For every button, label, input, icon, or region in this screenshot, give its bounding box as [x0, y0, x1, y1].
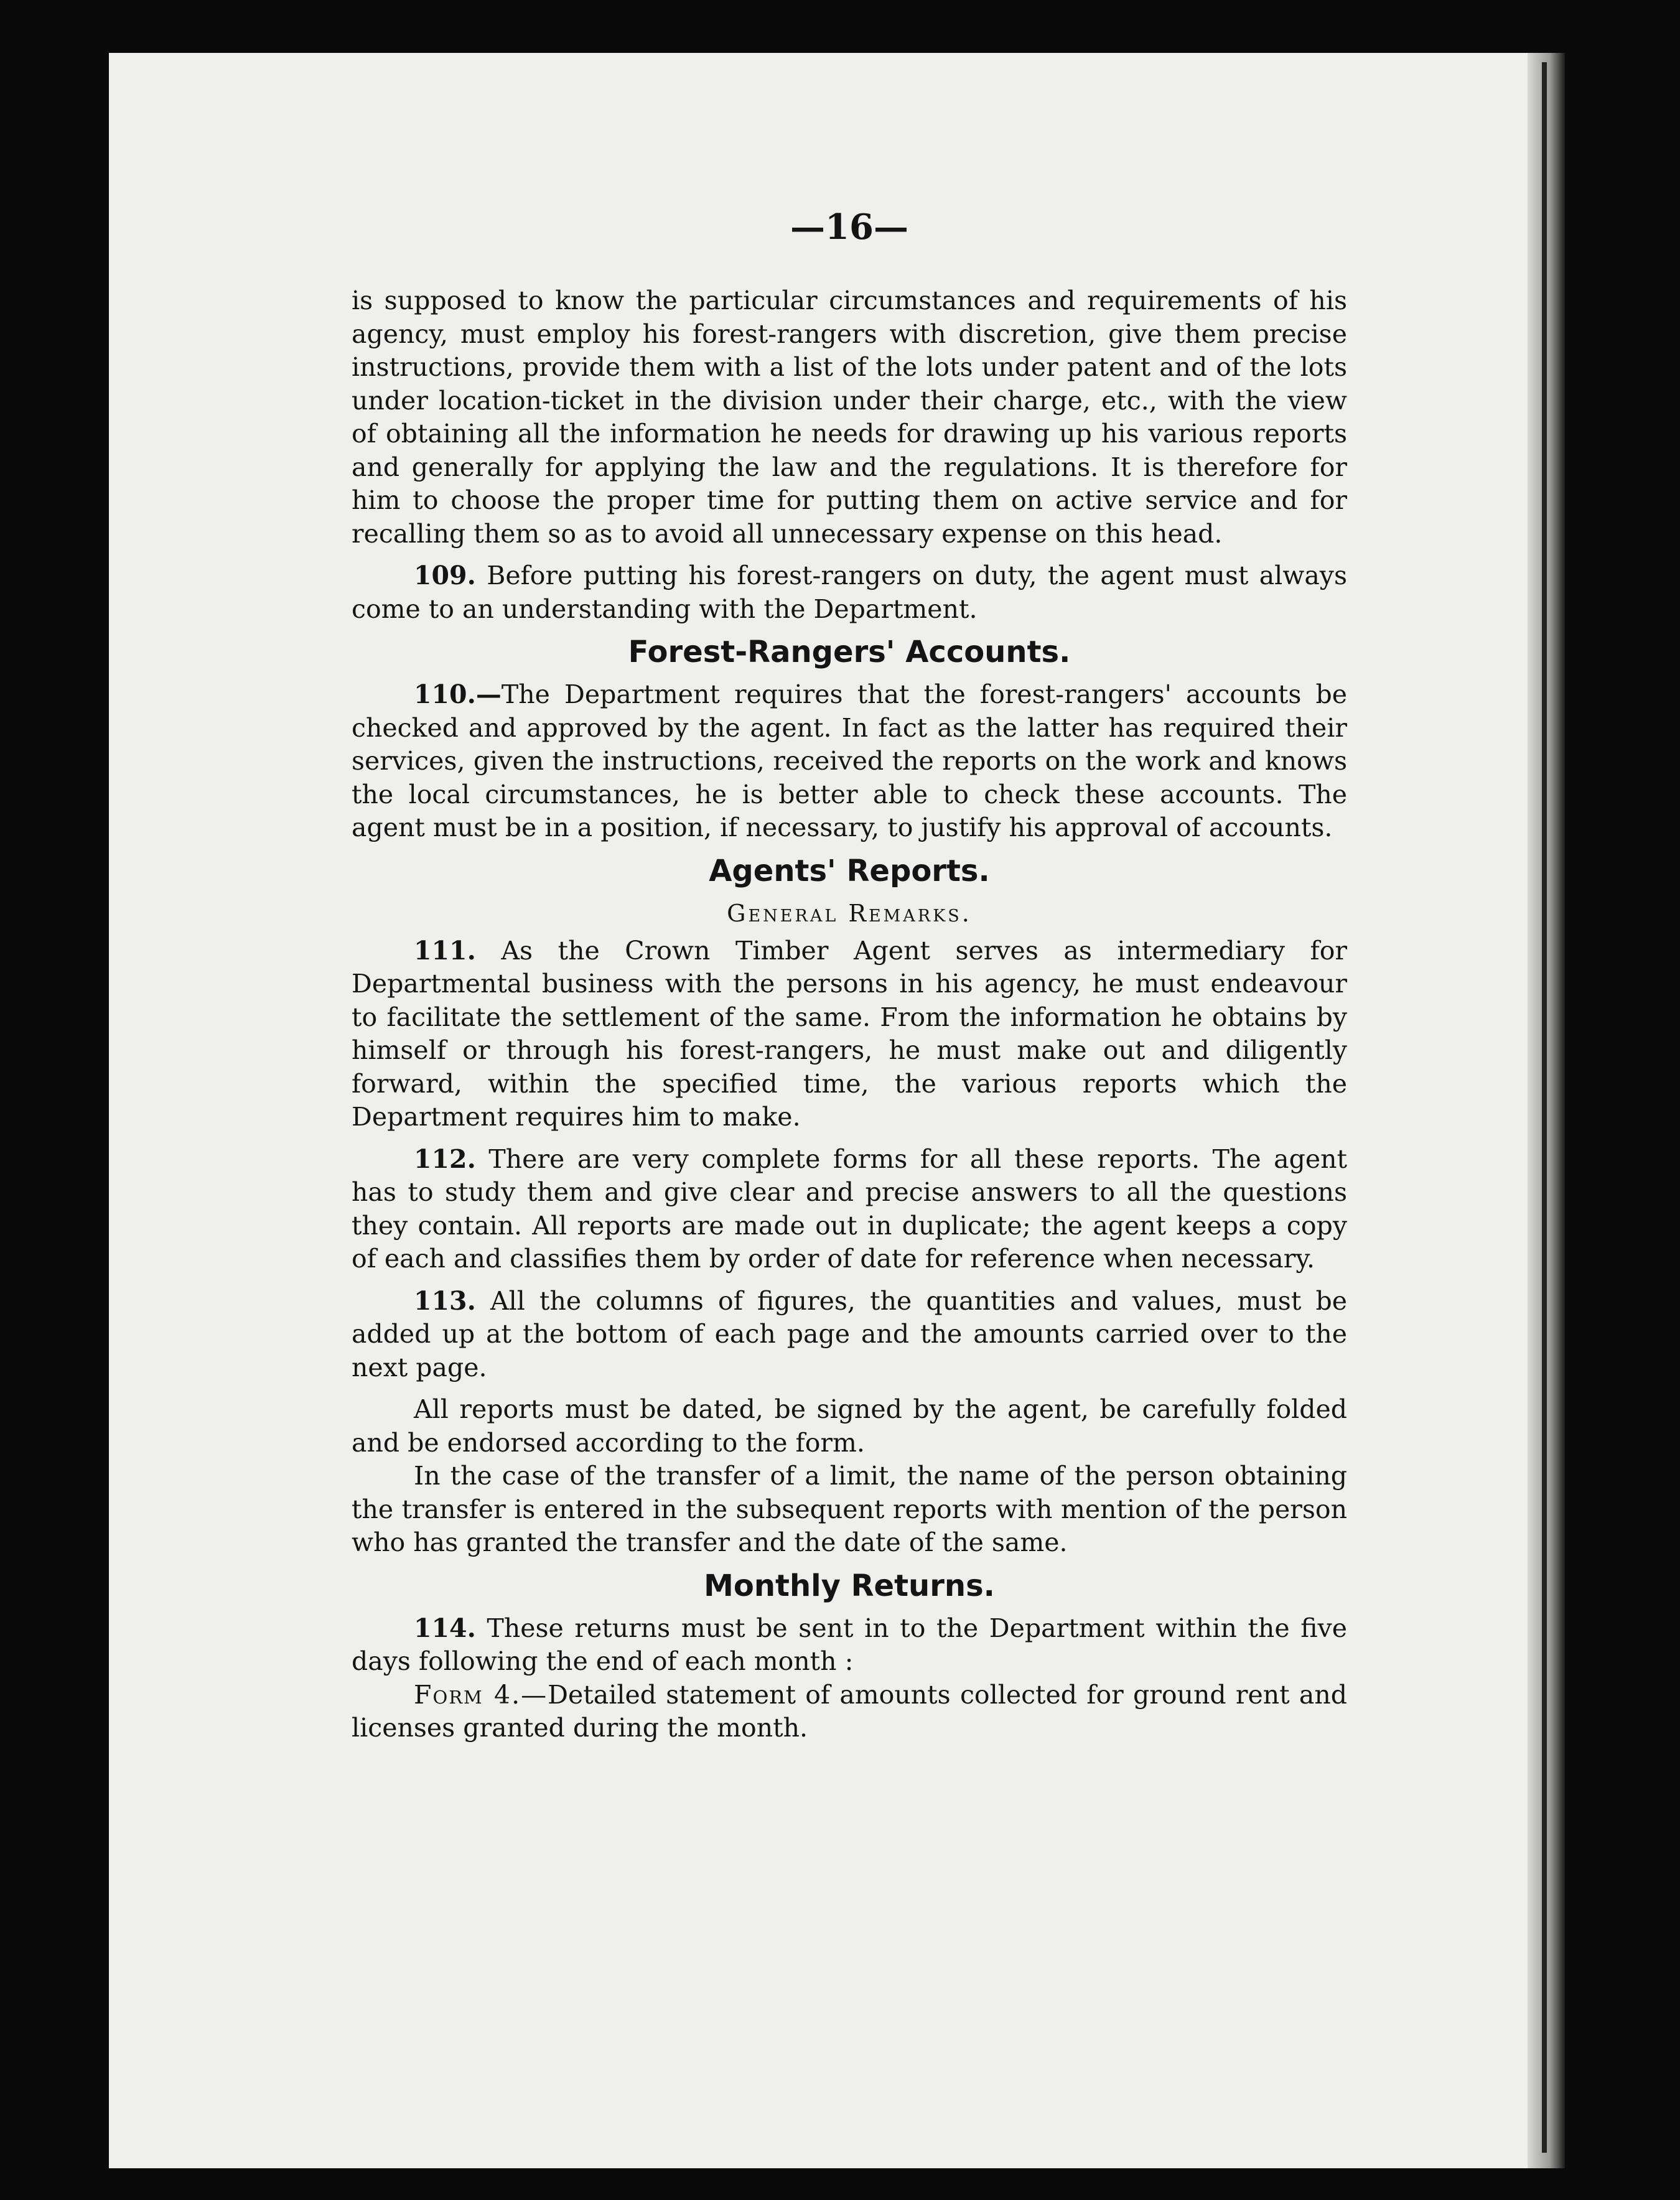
paragraph-text: These returns must be sent in to the Department within the five days following the end of each month :: [352, 1613, 1347, 1676]
paragraph-text: There are very complete forms for all these reports. The agent has to study them and give clear and precise answers to all the questions they contain. All reports are made out in duplicate; the agent keeps a copy of each and classifies them by order of date for reference when necessary.: [352, 1144, 1347, 1274]
page-number: —16—: [790, 207, 908, 248]
paragraph-text: As the Crown Timber Agent serves as intermediary for Departmental business with the persons in his agency, he must endeavour to facilitate the settlement of the same. From the information he obtains by himself or through his forest-rangers, he must make out and diligently forward, within the specified time, the various reports which the Department requires him to make.: [352, 935, 1347, 1132]
paragraph-number: 110.—: [414, 679, 502, 709]
paragraph-113-reports-dated: All reports must be dated, be signed by the agent, be carefully folded and be endorsed according to the form.: [352, 1394, 1347, 1458]
paragraph-109: [352, 559, 1347, 626]
section-heading-monthly: Monthly Returns.: [704, 1568, 995, 1603]
paragraph-112: [352, 1143, 1347, 1276]
section-heading-accounts: Forest-Rangers' Accounts.: [628, 635, 1071, 669]
form-label: Form 4.—: [414, 1679, 548, 1710]
paragraph-113: [352, 1285, 1347, 1385]
form-description: Detailed statement of amounts collected for ground rent and licenses granted during the month.: [352, 1679, 1348, 1743]
paragraph-110: [352, 678, 1347, 845]
page-text: [352, 208, 1347, 1745]
paragraph-number: 109.: [414, 561, 476, 590]
paragraph-text: All the columns of figures, the quantities and values, must be added up at the bottom of each page and the amounts carried over to the next page.: [352, 1285, 1347, 1382]
paragraph-number: 114.: [414, 1613, 476, 1643]
paragraph-intro: is supposed to know the particular circumstances and requirements of his agency, must employ his forest-rangers with discretion, give them precise instructions, provide them with a list of the lots under patent and of the lots under location-ticket in the division under their charge, etc., with the view of obtaining all the information he needs for drawing up his various reports and generally for applying the law and the regulations. It is therefore for him to choose the proper time for putting them on active service and for recalling them so as to avoid all unnecessary expense on this head.: [352, 286, 1347, 549]
paragraph-text: Before putting his forest-rangers on duty, the agent must always come to an understanding with the Department.: [352, 561, 1347, 624]
form-4-entry: [352, 1679, 1347, 1745]
paragraph-text: The Department requires that the forest-rangers' accounts be checked and approved by the agent. In fact as the latter has required their services, given the instructions, received the reports on the work and knows the local circumstances, he is better able to check these accounts. The agent must be in a position, if necessary, to justify his approval of accounts.: [352, 679, 1347, 842]
section-heading-reports: Agents' Reports.: [709, 853, 990, 888]
paragraph-number: 111.: [414, 935, 476, 966]
paragraph-114: [352, 1612, 1347, 1679]
paragraph-113-transfer: In the case of the transfer of a limit, the name of the person obtaining the transfer is entered in the subsequent reports with mention of the person who has granted the transfer and the date of the same.: [352, 1461, 1347, 1557]
subheading-general-remarks: General Remarks.: [727, 899, 972, 927]
paragraph-number: 112.: [414, 1144, 476, 1174]
paragraph-number: 113.: [414, 1285, 476, 1316]
page-edge: [1542, 62, 1547, 2153]
paragraph-111: [352, 935, 1347, 1134]
